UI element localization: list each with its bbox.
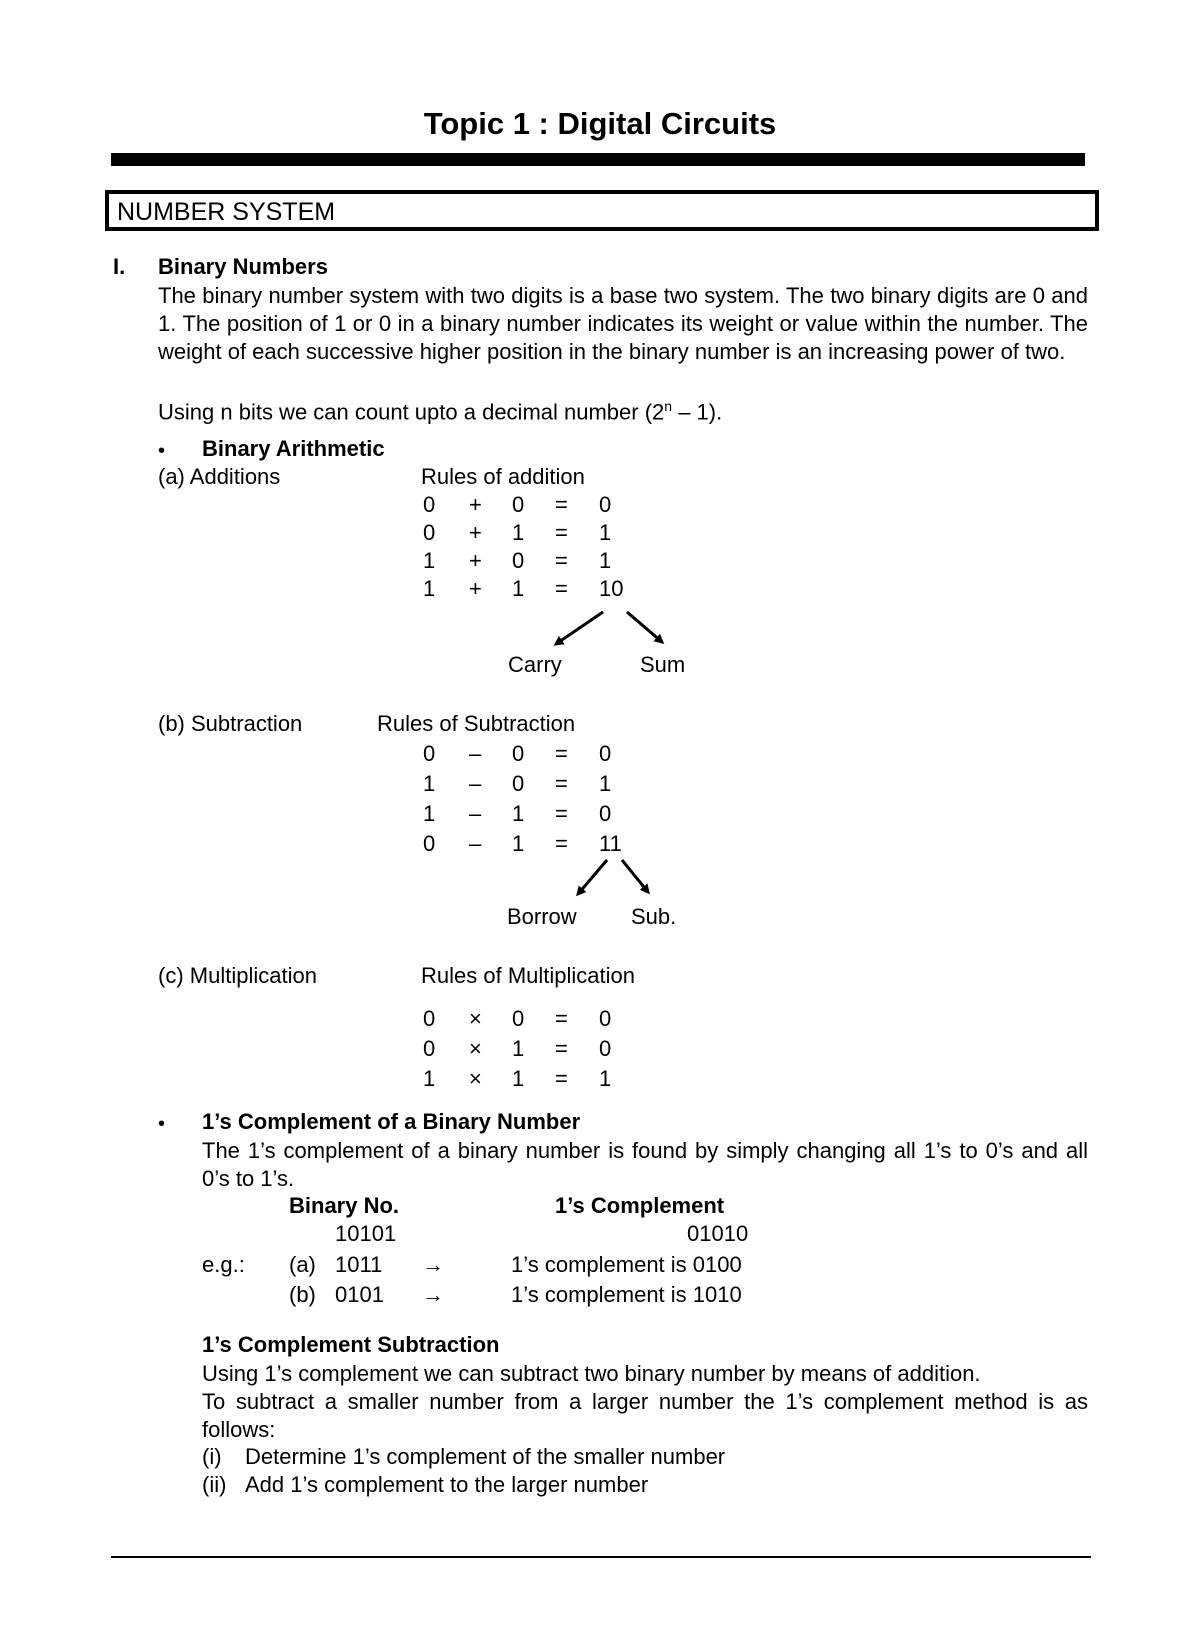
operator: ×	[469, 1036, 482, 1061]
operand-b: 0	[512, 771, 525, 796]
equals: =	[555, 548, 568, 573]
operand-a: 0	[423, 492, 436, 517]
subtraction-paragraph-1: Using 1’s complement we can subtract two binary number by means of addition.	[202, 1361, 981, 1386]
step-tag: (ii)	[202, 1472, 227, 1497]
equals: =	[555, 1036, 568, 1061]
result: 1	[599, 520, 612, 545]
binary-numbers-heading: Binary Numbers	[158, 254, 328, 279]
step-text: Determine 1’s complement of the smaller number	[245, 1444, 726, 1469]
equals: =	[555, 741, 568, 766]
count-formula-exponent: n	[664, 398, 673, 414]
operand-b: 0	[512, 492, 525, 517]
equals: =	[555, 576, 568, 601]
count-formula-post: – 1).	[672, 399, 723, 425]
operator: ×	[469, 1066, 482, 1091]
example-tag: (a)	[289, 1252, 316, 1277]
result: 0	[599, 492, 612, 517]
example-tag: (b)	[289, 1282, 316, 1307]
operator: –	[469, 831, 482, 856]
operand-a: 1	[423, 801, 436, 826]
footer-rule	[111, 1556, 1091, 1558]
count-formula-pre: Using n bits we can count upto a decimal number (2	[158, 399, 665, 425]
result: 0	[599, 1036, 612, 1061]
operand-b: 0	[512, 741, 525, 766]
multiplication-label: (c) Multiplication	[158, 963, 317, 988]
operand-b: 0	[512, 548, 525, 573]
carry-arrow-icon	[556, 612, 603, 644]
addition-label: (a) Additions	[158, 464, 281, 489]
result: 1	[599, 771, 612, 796]
equals: =	[555, 520, 568, 545]
ones-complement-subtraction-heading: 1’s Complement Subtraction	[202, 1332, 500, 1357]
result: 0	[599, 1006, 612, 1031]
operand-b: 1	[512, 1066, 525, 1091]
operator: –	[469, 771, 482, 796]
page-title: Topic 1 : Digital Circuits	[423, 106, 777, 141]
example-number: 0101	[335, 1282, 384, 1307]
operand-a: 0	[423, 741, 436, 766]
operand-a: 1	[423, 548, 436, 573]
operand-a: 1	[423, 771, 436, 796]
operand-b: 1	[512, 1036, 525, 1061]
bullet-icon: •	[158, 440, 166, 462]
operand-a: 1	[423, 576, 436, 601]
example-binary: 10101	[335, 1221, 397, 1246]
ones-complement-heading: 1’s Complement of a Binary Number	[202, 1109, 581, 1134]
binary-no-header: Binary No.	[289, 1193, 400, 1218]
ones-complement-header: 1’s Complement	[555, 1193, 725, 1218]
multiplication-rules-title: Rules of Multiplication	[421, 963, 635, 988]
bullet-icon: •	[158, 1113, 166, 1135]
example-complement: 01010	[687, 1221, 749, 1246]
subtraction-paragraph-2: To subtract a smaller number from a larger number the 1’s complement method is as follows:	[202, 1389, 1088, 1442]
carry-label: Carry	[508, 652, 562, 677]
operand-a: 0	[423, 520, 436, 545]
result: 10	[599, 576, 624, 601]
binary-arithmetic-heading: Binary Arithmetic	[202, 436, 385, 461]
operator: +	[469, 492, 482, 517]
operand-a: 0	[423, 1036, 436, 1061]
arrow-icon: →	[422, 1252, 444, 1277]
borrow-label: Borrow	[507, 904, 577, 929]
binary-numbers-paragraph: The binary number system with two digits is a base two system. The two binary digits are 0 and 1. The position of 1 or 0 in a binary number indicates its weight or value within the number. The weight of each successive higher position in the binary number is an increasing power of two.	[158, 283, 1088, 364]
section-marker: I.	[113, 254, 126, 279]
operator: +	[469, 576, 482, 601]
sub-arrow-icon	[622, 860, 648, 892]
operand-a: 1	[423, 1066, 436, 1091]
addition-rules-title: Rules of addition	[421, 464, 585, 489]
operand-a: 0	[423, 1006, 436, 1031]
operator: ×	[469, 1006, 482, 1031]
operator: –	[469, 801, 482, 826]
sub-label: Sub.	[631, 904, 677, 929]
result: 0	[599, 801, 612, 826]
result: 11	[599, 831, 622, 856]
operand-b: 1	[512, 520, 525, 545]
example-result: 1’s complement is 1010	[511, 1282, 742, 1307]
section-title: NUMBER SYSTEM	[117, 198, 336, 226]
borrow-arrow-icon	[578, 860, 607, 894]
sum-arrow-icon	[627, 612, 662, 642]
operator: –	[469, 741, 482, 766]
result: 1	[599, 1066, 612, 1091]
sum-label: Sum	[640, 652, 686, 677]
eg-label: e.g.:	[202, 1252, 245, 1277]
example-result: 1’s complement is 0100	[511, 1252, 742, 1277]
operand-a: 0	[423, 831, 436, 856]
arrow-icon: →	[422, 1282, 444, 1307]
operator: +	[469, 520, 482, 545]
operand-b: 1	[512, 831, 525, 856]
equals: =	[555, 1066, 568, 1091]
example-number: 1011	[335, 1252, 383, 1277]
step-tag: (i)	[202, 1444, 222, 1469]
operand-b: 1	[512, 801, 525, 826]
equals: =	[555, 1006, 568, 1031]
equals: =	[555, 831, 568, 856]
equals: =	[555, 771, 568, 796]
result: 0	[599, 741, 612, 766]
result: 1	[599, 548, 612, 573]
step-text: Add 1’s complement to the larger number	[245, 1472, 649, 1497]
operand-b: 1	[512, 576, 525, 601]
equals: =	[555, 801, 568, 826]
equals: =	[555, 492, 568, 517]
operand-b: 0	[512, 1006, 525, 1031]
subtraction-label: (b) Subtraction	[158, 711, 303, 736]
subtraction-rules-title: Rules of Subtraction	[377, 711, 576, 736]
ones-complement-paragraph: The 1’s complement of a binary number is found by simply changing all 1’s to 0’s and all 0’s to 1’s.	[202, 1138, 1088, 1191]
operator: +	[469, 548, 482, 573]
